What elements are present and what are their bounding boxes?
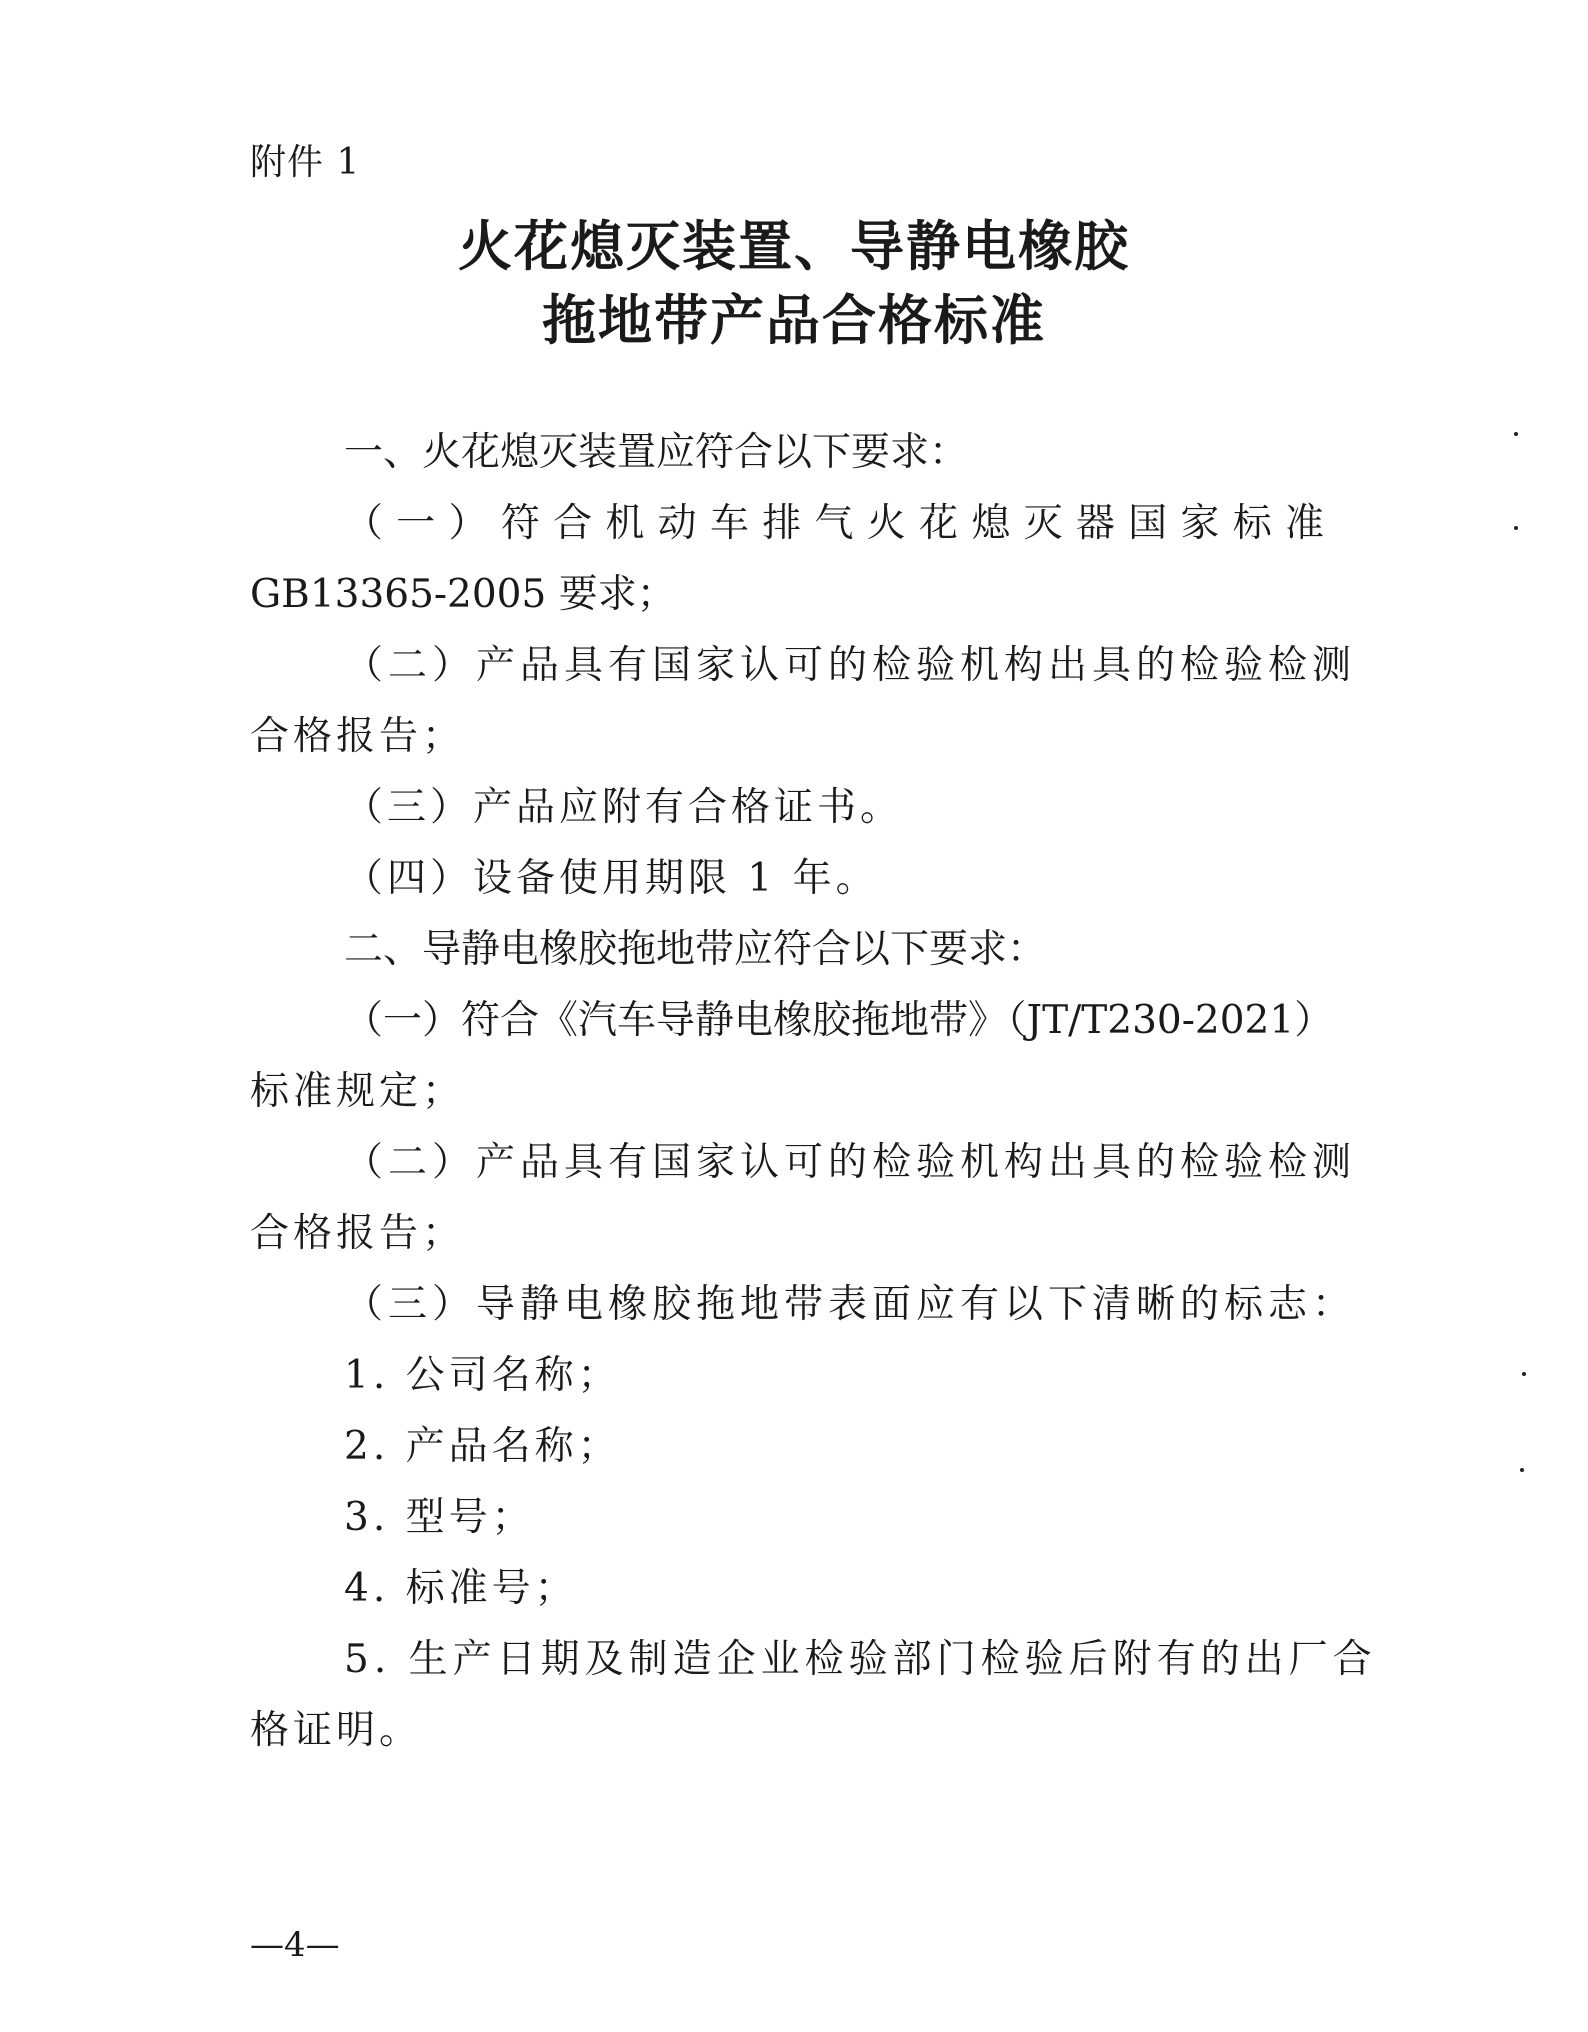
section-1-item-4: （四）设备使用期限 1 年。	[344, 856, 879, 901]
section-1-item-3: （三）产品应附有合格证书。	[344, 785, 904, 830]
section-2-item-2-line-1: （二）产品具有国家认可的检验机构出具的检验检测	[344, 1140, 1357, 1185]
mark-item-5-line-1: 5. 生产日期及制造企业检验部门检验后附有的出厂合	[344, 1637, 1377, 1682]
section-2-item-1-line-2: 标准规定；	[250, 1069, 466, 1114]
mark-item-5-line-2: 格证明。	[250, 1708, 423, 1753]
scan-speck	[1514, 432, 1518, 436]
mark-item-2: 2. 产品名称；	[344, 1424, 621, 1469]
section-1-item-1-line-2: GB13365-2005 要求；	[250, 572, 676, 617]
mark-item-4: 4. 标准号；	[344, 1566, 578, 1611]
attachment-label: 附件 1	[250, 142, 361, 183]
document-title-line-1: 火花熄灭装置、导静电橡胶	[458, 215, 1130, 278]
section-1-item-2-line-1: （二）产品具有国家认可的检验机构出具的检验检测	[344, 643, 1357, 688]
mark-item-1: 1. 公司名称；	[344, 1353, 621, 1398]
section-2-item-2-line-2: 合格报告；	[250, 1211, 466, 1256]
document-title-line-2: 拖地带产品合格标准	[542, 289, 1046, 352]
section-1-heading: 一、火花熄灭装置应符合以下要求：	[344, 430, 969, 475]
section-2-item-3: （三）导静电橡胶拖地带表面应有以下清晰的标志：	[344, 1282, 1357, 1327]
scan-speck	[1514, 526, 1518, 530]
page-number: —4—	[250, 1925, 340, 1965]
scan-speck	[1522, 1372, 1526, 1376]
scan-speck	[1520, 1468, 1524, 1472]
section-1-item-2-line-2: 合格报告；	[250, 714, 466, 759]
section-1-item-1-line-1: （一）符合机动车排气火花熄灭器国家标准	[344, 501, 1332, 546]
section-2-item-1-line-1: （一）符合《汽车导静电橡胶拖地带》（JT/T230-2021）	[344, 998, 1334, 1043]
mark-item-3: 3. 型号；	[344, 1495, 535, 1540]
section-2-heading: 二、导静电橡胶拖地带应符合以下要求：	[344, 927, 1047, 972]
